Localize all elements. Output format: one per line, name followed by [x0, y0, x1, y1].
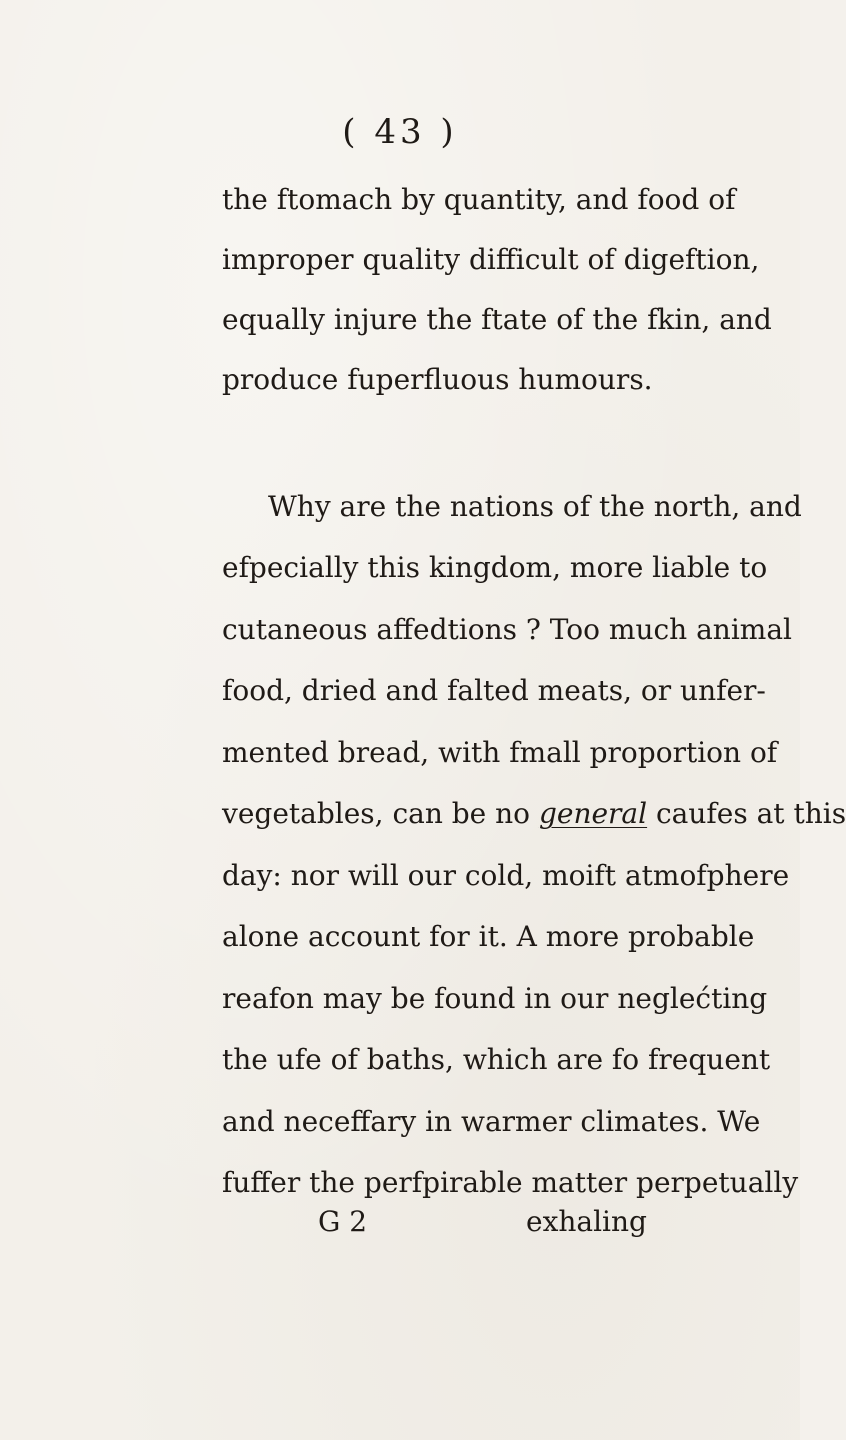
text-line: equally injure the ftate of the fkin, and [222, 303, 772, 336]
catchword: exhaling [526, 1205, 647, 1238]
text-line: alone account for it. A more probable [222, 920, 755, 953]
signature-mark: G 2 [318, 1205, 368, 1238]
text-line: and neceffary in warmer climates. We [222, 1105, 761, 1138]
text-line: the ufe of baths, which are fo frequent [222, 1043, 771, 1076]
text-line: produce fuperfluous humours. [222, 363, 653, 396]
text-line: food, dried and falted meats, or unfer- [222, 674, 766, 707]
text-fragment: caufes at this [647, 797, 846, 830]
text-line: fuffer the perfpirable matter perpetually [222, 1166, 799, 1199]
text-line: Why are the nations of the north, and [268, 490, 802, 523]
text-line: cutaneous affedtions ? Too much animal [222, 613, 792, 646]
text-line-with-emphasis [222, 797, 846, 830]
text-line: day: nor will our cold, moift atmofphere [222, 859, 790, 892]
text-line: efpecially this kingdom, more liable to [222, 551, 768, 584]
footer-catchline [0, 1205, 800, 1245]
emphasized-word: general [538, 797, 648, 830]
text-line: mented bread, with fmall proportion of [222, 736, 778, 769]
page-number: ( 43 ) [342, 112, 458, 152]
text-line: improper quality difficult of digeftion, [222, 243, 760, 276]
text-line: reafon may be found in our neglećting [222, 982, 768, 1015]
text-line: the ftomach by quantity, and food of [222, 183, 736, 216]
text-fragment: vegetables, can be no [222, 797, 539, 830]
